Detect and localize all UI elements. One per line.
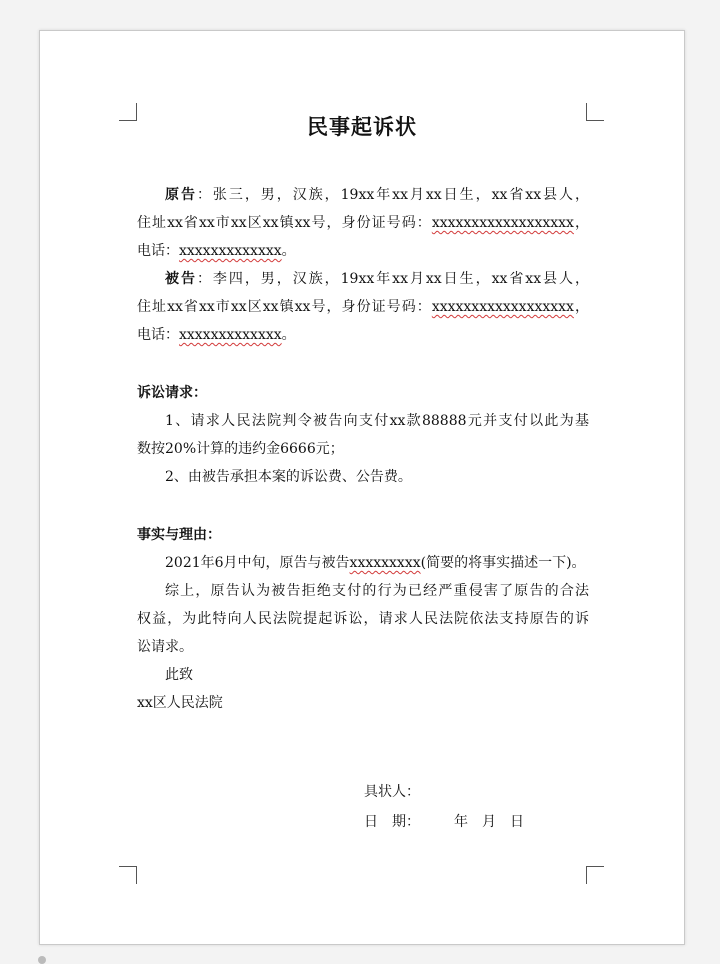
facts-paragraph-1: 2021年6月中旬，原告与被告xxxxxxxxx(简要的将事实描述一下)。 (165, 555, 586, 571)
closing-court: xx区人民法院 (137, 695, 223, 711)
claims-heading: 诉讼请求： (137, 385, 207, 401)
date-fields: 年 月 日 (454, 814, 524, 830)
defendant-line-2: 住址xx省xx市xx区xx镇xx号，身份证号码：xxxxxxxxxxxxxxxxxx， (137, 299, 589, 315)
defendant-phone: xxxxxxxxxxxxx (179, 327, 282, 343)
defendant-address: 住址xx省xx市xx区xx镇xx号，身份证号码： (137, 299, 432, 315)
plaintiff-info: 张三，男，汉族，19xx年xx月xx日生，xx省xx县人， (212, 187, 589, 203)
facts-paragraph-2-line-1: 综上，原告认为被告拒绝支付的行为已经严重侵害了原告的合法 (165, 583, 589, 599)
signer-label: 具状人： (364, 784, 420, 800)
claim-item-1-line-1: 1、请求人民法院判令被告向支付xx款88888元并支付以此为基 (165, 413, 589, 429)
plaintiff-line-1: 原告：张三，男，汉族，19xx年xx月xx日生，xx省xx县人， (165, 187, 589, 203)
defendant-line-1: 被告：李四，男，汉族，19xx年xx月xx日生，xx省xx县人， (165, 271, 589, 287)
defendant-info: 李四，男，汉族，19xx年xx月xx日生，xx省xx县人， (212, 271, 589, 287)
margin-corner-bottom-right (586, 866, 604, 884)
date-label: 日 期： (364, 814, 420, 830)
margin-corner-bottom-left (119, 866, 137, 884)
plaintiff-id-number: xxxxxxxxxxxxxxxxxx (431, 215, 574, 231)
defendant-id-number: xxxxxxxxxxxxxxxxxx (431, 299, 574, 315)
plaintiff-phone: xxxxxxxxxxxxx (179, 243, 282, 259)
document-body (137, 181, 589, 717)
plaintiff-phone-label: 电话： (137, 243, 179, 259)
defendant-label: 被告 (165, 271, 197, 287)
plaintiff-line-2: 住址xx省xx市xx区xx镇xx号，身份证号码：xxxxxxxxxxxxxxxxxx， (137, 215, 589, 231)
facts-placeholder: xxxxxxxxx (349, 555, 421, 571)
closing-salute: 此致 (165, 667, 193, 683)
document-title: 民事起诉状 (307, 115, 417, 139)
document-page (39, 30, 685, 945)
facts-paragraph-2-line-3: 讼请求。 (137, 639, 193, 655)
facts-heading: 事实与理由： (137, 527, 221, 543)
defendant-line-3: 电话：xxxxxxxxxxxxx。 (137, 327, 296, 343)
defendant-phone-label: 电话： (137, 327, 179, 343)
plaintiff-label: 原告 (165, 187, 197, 203)
claim-item-1-line-2: 数按20%计算的违约金6666元； (137, 441, 344, 457)
facts-paragraph-2-line-2: 权益，为此特向人民法院提起诉讼，请求人民法院依法支持原告的诉 (137, 611, 589, 627)
claim-item-2: 2、由被告承担本案的诉讼费、公告费。 (165, 469, 412, 485)
plaintiff-line-3: 电话：xxxxxxxxxxxxx。 (137, 243, 296, 259)
plaintiff-address: 住址xx省xx市xx区xx镇xx号，身份证号码： (137, 215, 432, 231)
